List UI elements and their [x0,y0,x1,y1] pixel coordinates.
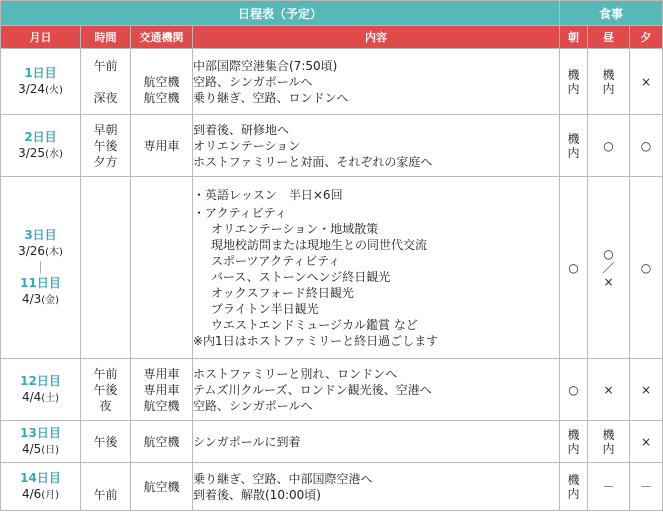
content-line: 中部国際空港集合(7:50頃) [193,58,338,73]
transport-text: 航空機 [143,434,180,449]
meal-text: ○ [640,260,652,275]
date-cell [1,421,81,463]
col-transport: 交通機関 [131,26,193,49]
time-text: 午後 [93,382,118,397]
breakfast-cell [560,463,588,511]
dinner-cell [630,463,663,511]
activity-item: ウエストエンドミュージカル鑑賞 など [211,317,418,332]
time-cell [81,463,131,511]
time-text: 午後 [93,434,118,449]
time-cell [81,421,131,463]
lunch-cell [588,421,630,463]
dinner-cell [630,421,663,463]
transport-cell [131,177,193,359]
transport-cell [131,115,193,177]
weekday-text: (木) [45,246,63,258]
transport-text: 専用車 [143,382,180,397]
time-text: 午前 [93,366,118,381]
content-cell [193,359,560,421]
meal-text: － [640,479,653,494]
day-label: 13日目 [20,425,61,440]
lunch-cell [588,463,630,511]
col-content: 内容 [193,26,560,49]
activity-item: スポーツアクティビティ [211,253,341,268]
meal-text: × [641,74,652,89]
transport-text: 航空機 [143,479,180,494]
date-label [1,486,80,504]
time-text: 夜 [99,398,112,413]
date-cell [1,49,81,115]
content-cell [193,115,560,177]
date-text: 3/24 [18,81,46,96]
meal-text: 機内 [567,67,580,96]
meal-text: ○／× [602,246,615,289]
transport-text [131,58,192,74]
time-cell [81,177,131,359]
meal-text: － [602,479,615,494]
time-text: 早朝 [93,122,118,137]
weekday-text: (水) [45,148,63,160]
dinner-cell [630,359,663,421]
date-label [1,81,80,99]
time-text: 午前 [93,58,118,73]
meal-text: 機内 [567,131,580,160]
time-cell [81,49,131,115]
content-line: 到着後、解散(10:00頃) [193,487,321,502]
date-label [1,389,80,407]
table-row [1,421,663,463]
date-text: 4/6 [21,486,42,501]
day-label: 1日目 [24,65,57,80]
activity-item: バース、ストーンヘンジ終日観光 [211,269,391,284]
lunch-cell [588,49,630,115]
lunch-cell [588,177,630,359]
meal-text: 機内 [602,427,615,456]
content-line: 乗り継ぎ、空路、ロンドンへ [193,90,349,105]
breakfast-cell [560,49,588,115]
date-text: 4/4 [21,389,42,404]
weekday-text: (日) [41,444,60,456]
transport-text: 航空機 [143,74,180,89]
time-text [81,74,130,90]
meal-text: 機内 [567,427,580,456]
transport-text: 専用車 [143,138,180,153]
range-divider: ｜ [34,260,47,275]
content-line: 空路、シンガポールへ [193,398,313,413]
lunch-cell [588,359,630,421]
transport-text: 航空機 [143,90,180,105]
meal-text: ○ [640,138,652,153]
meal-text: 機内 [567,472,580,501]
meal-text: ○ [568,260,579,275]
table-row [1,177,663,359]
breakfast-cell [560,177,588,359]
meal-text: ○ [603,138,614,153]
date-label [1,145,80,163]
col-breakfast: 朝 [560,26,588,49]
weekday-text: (土) [41,392,60,404]
activity-item: オリエンテーション・地域散策 [211,221,379,236]
content-line: オリエンテーション [193,138,301,153]
activity-item: 現地校訪問または現地生との同世代交流 [211,237,428,252]
transport-cell [131,463,193,511]
time-text: 夕方 [93,154,118,169]
content-cell [193,177,560,359]
time-text: 深夜 [93,90,118,105]
content-cell [193,49,560,115]
day-label: 14日目 [20,470,61,485]
day-label: 3日目 [24,227,57,242]
weekday-text: (月) [41,489,60,501]
transport-cell [131,359,193,421]
content-bullet: ・英語レッスン 半日×6回 [193,187,343,202]
lunch-cell [588,115,630,177]
col-lunch: 昼 [588,26,630,49]
day-label: 12日目 [20,373,61,388]
weekday-text: (火) [45,84,63,96]
transport-cell [131,421,193,463]
table-row [1,49,663,115]
content-cell [193,421,560,463]
table-row [1,463,663,511]
time-cell [81,359,131,421]
date-text: 4/3 [21,291,42,306]
activity-item: オックスフォード終日観光 [211,285,354,300]
date-cell [1,177,81,359]
day-label: 11日目 [20,275,61,290]
content-cell [193,463,560,511]
schedule-title: 日程表（予定） [1,1,560,26]
date-text: 3/26 [18,243,46,258]
date-label [1,291,80,309]
meal-text: × [641,434,652,449]
content-line: ホストファミリーと対面、それぞれの家庭へ [193,154,433,169]
time-text [81,471,130,487]
date-cell [1,359,81,421]
dinner-cell [630,177,663,359]
meal-text: 機内 [602,67,615,96]
content-line: 到着後、研修地へ [193,122,290,137]
content-bullet: ・アクティビティ [193,205,287,220]
col-time: 時間 [81,26,131,49]
date-text: 3/25 [18,145,46,160]
date-cell [1,115,81,177]
dinner-cell [630,49,663,115]
content-note: ※内1日はホストファミリーと終日過ごします [193,333,439,348]
meal-text: ○ [568,382,579,397]
breakfast-cell [560,115,588,177]
time-text: 午前 [93,487,118,502]
time-text: 午後 [93,138,118,153]
breakfast-cell [560,421,588,463]
day-label: 2日目 [24,129,57,144]
date-label [1,441,80,459]
table-row [1,115,663,177]
activity-item: ブライトン半日観光 [211,301,319,316]
breakfast-cell [560,359,588,421]
content-line: 乗り継ぎ、空路、中部国際空港へ [193,471,373,486]
transport-cell [131,49,193,115]
col-dinner: 夕 [630,26,663,49]
transport-text: 専用車 [143,366,180,381]
dinner-cell [630,115,663,177]
content-line: ホストファミリーと別れ、ロンドンへ [193,366,398,381]
meals-title: 食事 [560,1,663,26]
meal-text: × [603,382,614,397]
weekday-text: (金) [41,294,60,306]
date-label [1,243,80,261]
meal-text: × [641,382,652,397]
time-cell [81,115,131,177]
content-line: テムズ川クルーズ、ロンドン観光後、空港へ [193,382,432,397]
col-date: 月日 [1,26,81,49]
table-row [1,359,663,421]
date-text: 4/5 [21,441,42,456]
transport-text: 航空機 [143,398,180,413]
content-line: 空路、シンガポールへ [193,74,313,89]
date-cell [1,463,81,511]
content-line: シンガポールに到着 [193,434,301,449]
